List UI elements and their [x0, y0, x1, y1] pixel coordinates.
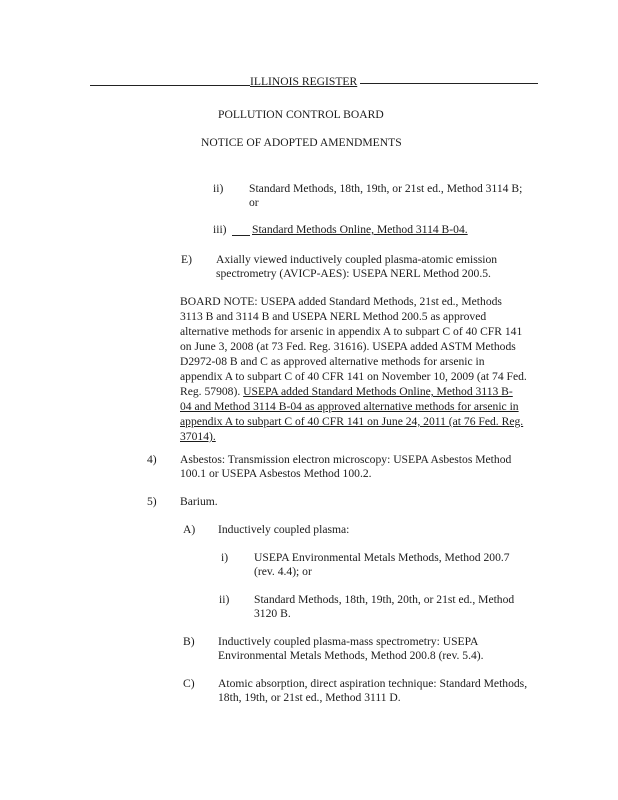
item-iii-text: Standard Methods Online, Method 3114 B-04.	[252, 223, 468, 236]
item-ii-line1: Standard Methods, 18th, 19th, or 21st ed., Method 3114 B;	[249, 182, 523, 195]
barium-C-line2: 18th, 19th, or 21st ed., Method 3111 D.	[218, 691, 401, 704]
board-note-line: D2972-08 B and C as approved alternative methods for arsenic in	[180, 355, 485, 368]
barium-title: Barium.	[180, 495, 218, 508]
board-note-line: alternative methods for arsenic in appendix A to subpart C of 40 CFR 141	[180, 325, 523, 338]
barium-B-line1: Inductively coupled plasma-mass spectrometry: USEPA	[218, 635, 479, 648]
board-note-line: on June 3, 2008 (at 73 Fed. Reg. 31616). USEPA added ASTM Methods	[180, 340, 516, 353]
item-iii-marker: iii)	[213, 223, 227, 236]
barium-B-line2: Environmental Metals Methods, Method 200.8 (rev. 5.4).	[218, 649, 484, 662]
barium-i-line1: USEPA Environmental Metals Methods, Method 200.7	[254, 551, 510, 564]
barium-ii-line1: Standard Methods, 18th, 19th, 20th, or 21st ed., Method	[254, 593, 515, 606]
asbestos-line1: Asbestos: Transmission electron microscopy: USEPA Asbestos Method	[180, 453, 512, 466]
barium-ii-marker: ii)	[219, 593, 230, 606]
barium-i-line2: (rev. 4.4); or	[254, 565, 312, 578]
barium-C-line1: Atomic absorption, direct aspiration technique: Standard Methods,	[218, 677, 528, 690]
barium-i-marker: i)	[221, 551, 229, 564]
barium-A-text: Inductively coupled plasma:	[218, 523, 350, 536]
barium-ii-line2: 3120 B.	[254, 607, 291, 620]
asbestos-marker: 4)	[147, 453, 157, 466]
item-E-marker: E)	[181, 253, 192, 266]
item-E-line2: spectrometry (AVICP-AES): USEPA NERL Method 200.5.	[216, 267, 491, 280]
board-note-text: Reg. 57908).	[180, 385, 241, 398]
asbestos-line2: 100.1 or USEPA Asbestos Method 100.2.	[180, 467, 372, 480]
board-note-line: BOARD NOTE: USEPA added Standard Methods, 21st ed., Methods	[180, 295, 502, 308]
header-rule-right	[360, 83, 538, 84]
item-ii-line2: or	[249, 196, 259, 209]
item-E-line1: Axially viewed inductively coupled plasma-atomic emission	[216, 253, 498, 266]
board-note-added-line: appendix A to subpart C of 40 CFR 141 on June 24, 2011 (at 76 Fed. Reg.	[180, 415, 524, 428]
header-rule-left	[90, 85, 250, 86]
board-title: POLLUTION CONTROL BOARD	[218, 108, 384, 121]
board-note-line	[180, 384, 550, 399]
board-note-line: 3113 B and 3114 B and USEPA NERL Method 200.5 as approved	[180, 310, 487, 323]
barium-A-marker: A)	[183, 523, 196, 536]
barium-B-marker: B)	[183, 635, 195, 648]
barium-marker: 5)	[147, 495, 157, 508]
board-note-line: appendix A to subpart C of 40 CFR 141 on November 10, 2009 (at 74 Fed.	[180, 370, 527, 383]
register-title: ILLINOIS REGISTER	[250, 75, 358, 88]
board-note	[180, 294, 550, 444]
notice-title: NOTICE OF ADOPTED AMENDMENTS	[201, 136, 402, 149]
board-note-added-line: 04 and Method 3114 B-04 as approved alternative methods for arsenic in	[180, 400, 519, 413]
board-note-added-line: 37014).	[180, 430, 216, 443]
board-note-added-text: USEPA added Standard Methods Online, Method 3113 B-	[243, 385, 513, 398]
item-ii-marker: ii)	[213, 182, 224, 195]
barium-C-marker: C)	[183, 677, 195, 690]
item-iii-blank-rule	[232, 235, 250, 236]
